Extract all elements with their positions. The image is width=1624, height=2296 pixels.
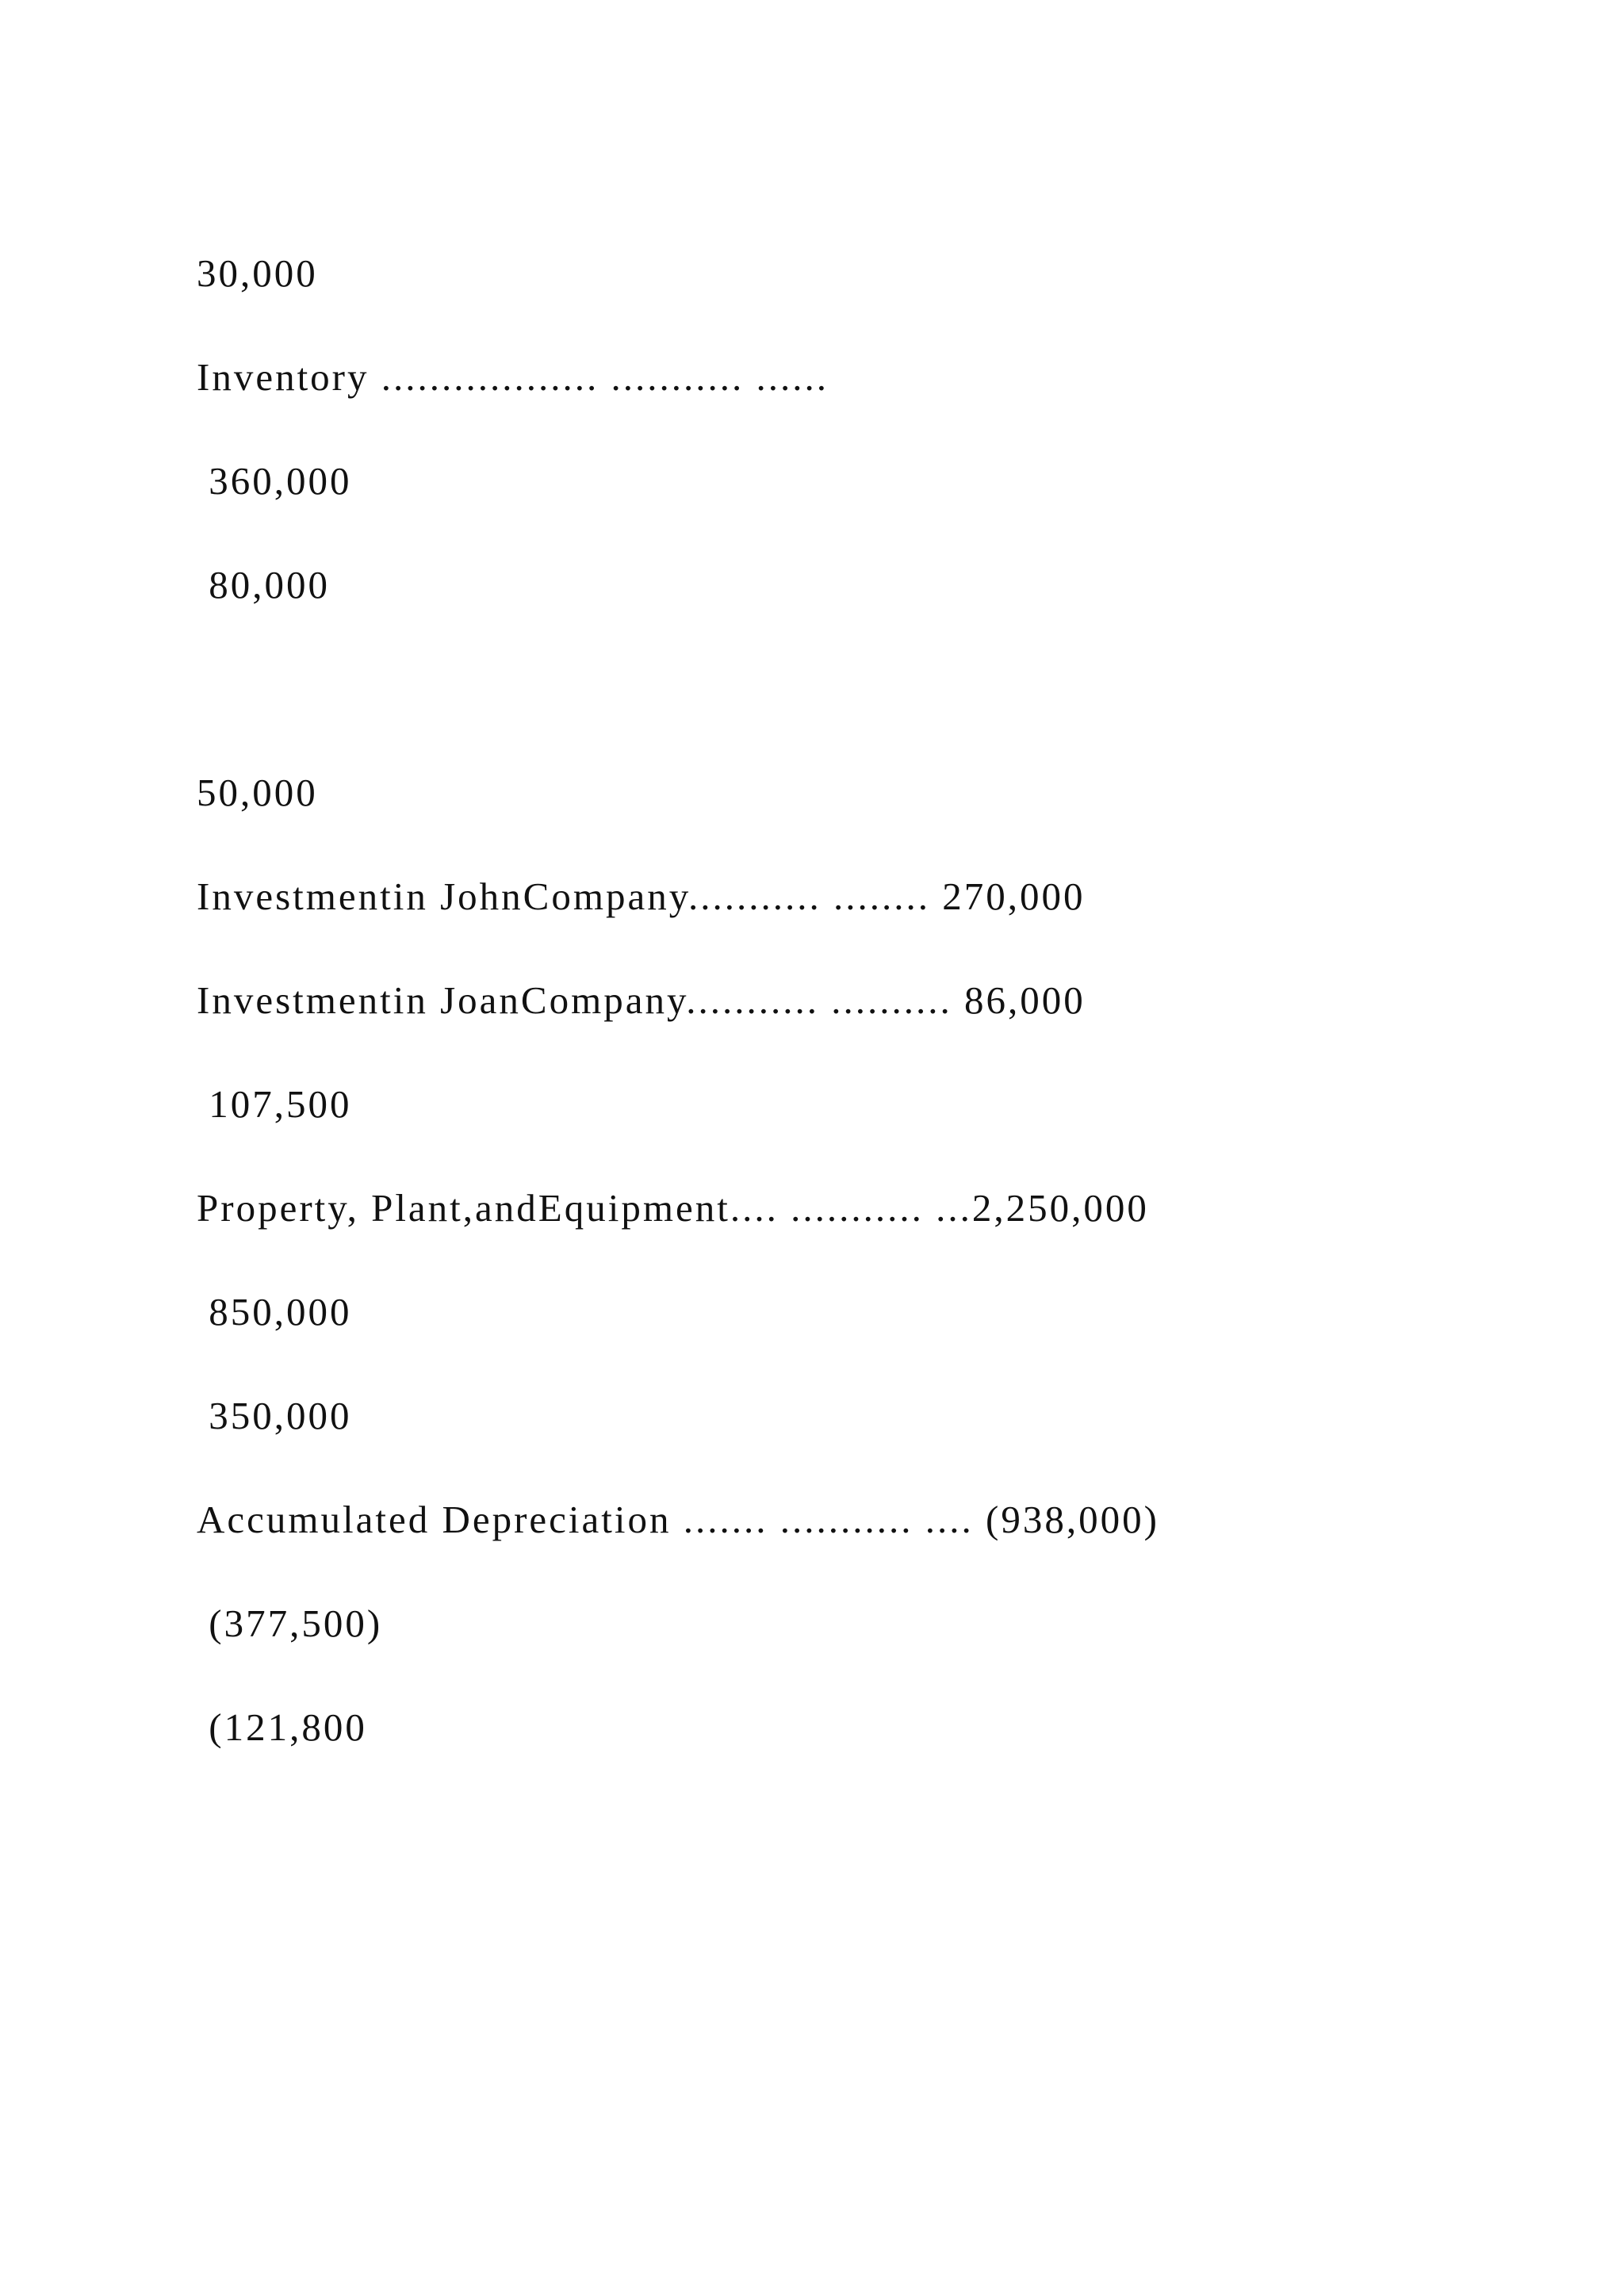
text-line: 850,000 bbox=[197, 1290, 352, 1334]
text-line: 107,500 bbox=[197, 1082, 352, 1126]
text-line: Inventory .................. ........... ...... bbox=[197, 355, 829, 399]
text-line: 360,000 bbox=[197, 459, 352, 503]
text-line: Investmentin JoanCompany........... .......... 86,000 bbox=[197, 978, 1086, 1022]
text-line: Accumulated Depreciation ....... ........... .... (938,000) bbox=[197, 1498, 1159, 1541]
text-line: Property, Plant,andEquipment.... ........... ...2,250,000 bbox=[197, 1186, 1149, 1230]
text-line: Investmentin JohnCompany........... ........ 270,000 bbox=[197, 874, 1086, 918]
text-line: 350,000 bbox=[197, 1394, 352, 1437]
text-line: 80,000 bbox=[197, 563, 330, 607]
text-line: 30,000 bbox=[197, 251, 318, 295]
text-line: (121,800 bbox=[197, 1705, 367, 1749]
text-line: 50,000 bbox=[197, 771, 318, 814]
text-line: (377,500) bbox=[197, 1601, 383, 1645]
